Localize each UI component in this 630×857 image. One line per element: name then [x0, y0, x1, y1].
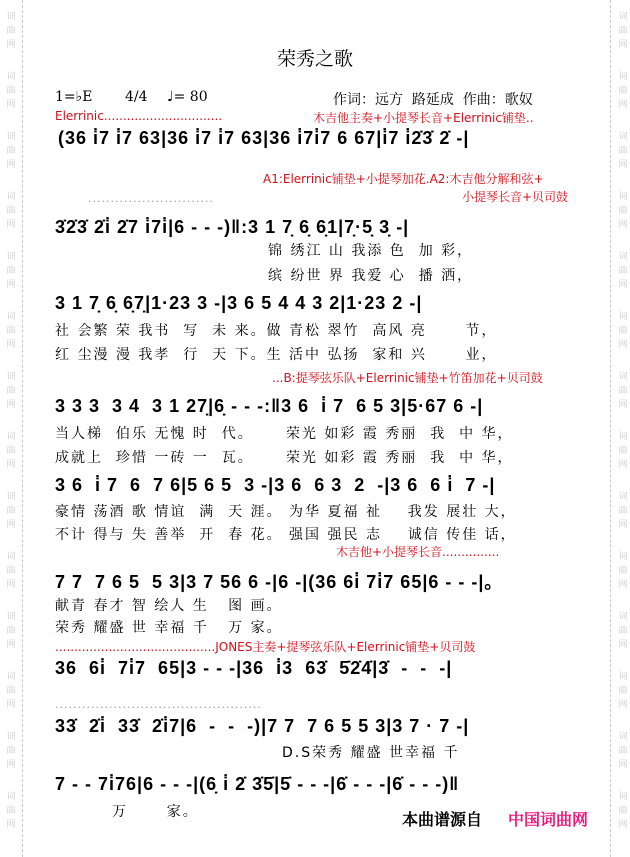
watermark-text: 词 曲 网: [618, 552, 628, 590]
notation-line: 7 7 7 6 5 5 3|3 7 56 6 -|6 -|(36 6i̇ 7i̇7 65|6 - - -|。: [55, 572, 504, 592]
watermark-text: 词 曲 网: [618, 672, 628, 710]
watermark-text: 词 曲 网: [6, 792, 16, 830]
watermark-text: 词 曲 网: [6, 672, 16, 710]
watermark-text: 词 曲 网: [618, 132, 628, 170]
watermark-text: 词 曲 网: [618, 432, 628, 470]
song-title: 荣秀之歌: [276, 48, 353, 70]
watermark-text: 词 曲 网: [6, 552, 16, 590]
site-name: 中国词曲网: [508, 810, 589, 829]
watermark-text: 词 曲 网: [6, 432, 16, 470]
watermark-text: 词 曲 网: [618, 72, 628, 110]
notation-line: 3 6 i̇ 7 6 7 6|5 6 5 3 -|3 6 6 3 2 -|3 6 6 i̇ 7 -|: [55, 475, 496, 495]
notation-line: (36 i̇7 i̇7 63|36 i̇7 i̇7 63|36 i̇7i̇7 6 67|i̇7 i̇2̇3̇ 2̇ -|: [58, 128, 470, 148]
watermark-text: 词 曲 网: [618, 372, 628, 410]
watermark-text: 词 曲 网: [6, 12, 16, 50]
lyric-line: 红 尘漫 漫 我孝 行 天 下。生 活中 弘扬 家和 兴 业，: [55, 347, 498, 363]
left-margin-line: [22, 0, 23, 857]
watermark-text: 词 曲 网: [6, 732, 16, 770]
watermark-text: 词 曲 网: [6, 72, 16, 110]
lyric-line: 献青 春才 智 绘人 生 图 画。: [55, 598, 283, 614]
watermark-text: 词 曲 网: [618, 312, 628, 350]
tempo: ♩= 80: [167, 89, 208, 105]
watermark-text: 词 曲 网: [6, 492, 16, 530]
watermark-text: 词 曲 网: [618, 252, 628, 290]
lyric-line: 荣秀 耀盛 世 幸福 千 万 家。: [55, 620, 283, 636]
watermark-text: 词 曲 网: [618, 612, 628, 650]
lyric-line: 社 会繁 荣 我书 写 未 来。做 青松 翠竹 高风 亮 节，: [55, 323, 498, 339]
annotation-d: ..........................................JONES主奏+提琴弦乐队+Elerrinic铺垫+贝司鼓: [55, 640, 476, 654]
annotation-b: ...B:提琴弦乐队+Elerrinic铺垫+竹笛加花+贝司鼓: [272, 371, 543, 385]
notation-line: 3 1 7̣ 6̣ 6̣7̣|1·23 3 -|3 6 5 4 4 3 2|1·23 2 -|: [55, 293, 423, 313]
annotation-a-line2: 小提琴长音+贝司鼓: [462, 190, 569, 204]
lyric-line: 豪情 荡酒 歌 情谊 满 天 涯。 为华 夏福 祉 我发 展壮 大，: [55, 504, 517, 520]
watermark-text: 词 曲 网: [6, 192, 16, 230]
watermark-text: 词 曲 网: [618, 792, 628, 830]
source-label: 本曲谱源自: [402, 810, 483, 829]
notation-line: 33̇ 2̇i̇ 33̇ 2̇i̇7|6 - - -)|7 7 7 6 5 5 3|3 7 · 7 -|: [55, 716, 470, 736]
annotation-a-dots: ............................: [88, 192, 214, 205]
lyric-line: 成就上 珍惜 一砖 一 瓦。 荣光 如彩 霞 秀丽 我 中 华，: [55, 450, 514, 466]
credits: 作词：远方 路延成 作曲：歌奴: [333, 92, 533, 108]
watermark-text: 词 曲 网: [618, 192, 628, 230]
watermark-text: 词 曲 网: [618, 492, 628, 530]
watermark-text: 词 曲 网: [6, 312, 16, 350]
lyric-line: 不计 得与 失 善举 开 春 花。 强国 强民 志 诚信 传佳 话，: [55, 527, 517, 543]
watermark-text: 词 曲 网: [618, 732, 628, 770]
watermark-text: 词 曲 网: [6, 612, 16, 650]
time-signature: 4/4: [125, 89, 148, 105]
watermark-text: 词 曲 网: [6, 252, 16, 290]
annotation-e-dots: ..............................................: [55, 698, 262, 711]
annotation-c: 木吉他+小提琴长音...............: [336, 545, 500, 559]
notation-line: 3̇2̇3̇ 2̇i̇ 2̇7 i̇7i̇|6 - - -)‖:3 1 7̣ 6̣ 6̣1|7̣·5̣ 3̣ -|: [55, 217, 410, 237]
right-margin-line: [610, 0, 611, 857]
watermark-text: 词 曲 网: [618, 12, 628, 50]
annotation-intro-right: 木吉他主奏+小提琴长音+Elerrinic铺垫..: [313, 111, 534, 125]
lyric-line: 锦 绣江 山 我添 色 加 彩，: [268, 243, 474, 259]
lyric-line: D.S荣秀 耀盛 世幸福 千: [282, 745, 460, 761]
annotation-a-line1: A1:Elerrinic铺垫+小提琴加花.A2:木吉他分解和弦+: [263, 172, 544, 186]
lyric-line: 万 家。: [112, 804, 199, 820]
notation-line: 3 3 3 3 4 3 1 27̣|6̣ - - -:‖3 6 i̇ 7 6 5 3|5·67 6 -|: [55, 396, 484, 416]
lyric-line: 当人梯 伯乐 无愧 时 代。 荣光 如彩 霞 秀丽 我 中 华，: [55, 426, 514, 442]
notation-line: 36 6i̇ 7i̇7 65|3 - - -|36 i̇3 63̇ 5̇2̇4̇|3̇ - - -|: [55, 658, 453, 678]
key-signature: 1=♭E: [55, 89, 93, 105]
annotation-intro-left: Elerrinic...............................: [55, 109, 223, 123]
watermark-text: 词 曲 网: [6, 372, 16, 410]
lyric-line: 缤 纷世 界 我爱 心 播 洒，: [268, 268, 474, 284]
notation-line: 7 - - 7i̇76|6 - - -|(6̣ i̇ 2̇ 3̇5̇|5̇ - - -|6̇ - - -|6̇ - - -)‖: [55, 774, 460, 794]
watermark-text: 词 曲 网: [6, 132, 16, 170]
